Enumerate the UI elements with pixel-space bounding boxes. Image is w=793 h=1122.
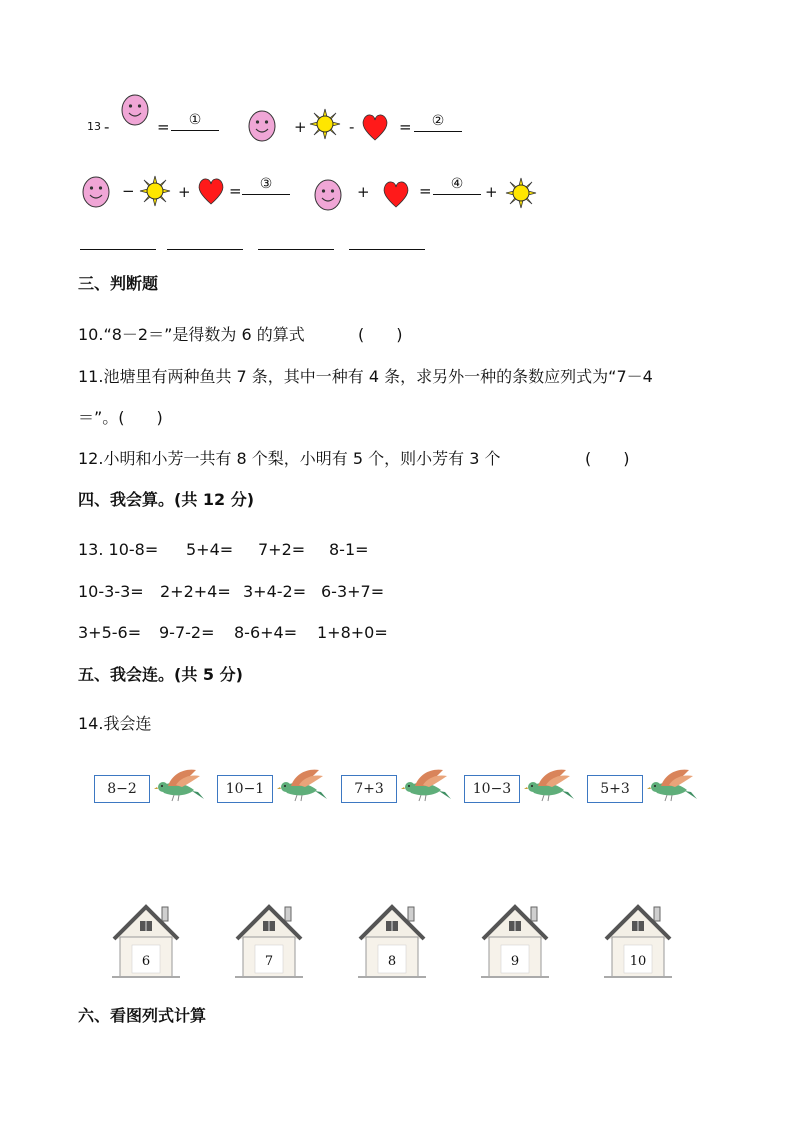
bird-icon <box>524 766 576 802</box>
heart-icon <box>382 179 412 209</box>
heart-icon <box>361 112 391 142</box>
bird-expression-box[interactable]: 5+3 <box>587 775 643 803</box>
blank-3[interactable]: ③ <box>242 176 290 195</box>
section-3-title: 三、判断题 <box>78 274 159 293</box>
question-14: 14.我会连 <box>78 714 152 733</box>
house-number: 10 <box>629 954 647 969</box>
bird-icon <box>647 766 699 802</box>
calc-item: 2+2+4= <box>160 582 231 601</box>
question-12-answer[interactable]: ( ) <box>585 449 630 468</box>
calc-item: 8-6+4= <box>234 623 298 642</box>
bird-expression-box[interactable]: 10−1 <box>217 775 273 803</box>
eq2-minus: - <box>349 118 355 136</box>
eq4-plus: + <box>357 183 370 201</box>
eq3-equals: = <box>229 182 242 200</box>
blank-2[interactable]: ② <box>414 113 462 132</box>
bird-expression-box[interactable]: 10−3 <box>464 775 520 803</box>
sun-icon <box>505 177 537 209</box>
eq3-plus: + <box>178 183 191 201</box>
smiley-face-icon <box>81 176 113 210</box>
answer-line-3[interactable] <box>258 248 334 250</box>
calc-item: 3+4-2= <box>243 582 307 601</box>
calc-item: 1+8+0= <box>317 623 388 642</box>
question-12: 12.小明和小芳一共有 8 个梨，小明有 5 个，则小芳有 3 个 <box>78 449 501 468</box>
section-6-title: 六、看图列式计算 <box>78 1006 207 1025</box>
eq1-equals: = <box>157 118 170 136</box>
eq4-equals: = <box>419 182 432 200</box>
eq2-equals: = <box>399 118 412 136</box>
smiley-face-icon <box>313 179 345 213</box>
smiley-face-icon <box>120 94 152 128</box>
answer-line-2[interactable] <box>167 248 243 250</box>
question-11-line-2: ＝”。( ) <box>78 408 163 427</box>
calc-item: 7+2= <box>258 540 306 559</box>
bird-expression-box[interactable]: 8−2 <box>94 775 150 803</box>
question-11-line-1: 11.池塘里有两种鱼共 7 条，其中一种有 4 条，求另外一种的条数应列式为“7－4 <box>78 367 653 386</box>
eq2-plus: + <box>294 118 307 136</box>
section-5-title: 五、我会连。(共 5 分) <box>78 665 243 684</box>
eq1-minus: - <box>104 118 110 136</box>
sun-icon <box>139 175 171 207</box>
calc-item: 6-3+7= <box>321 582 385 601</box>
calc-item: 9-7-2= <box>159 623 215 642</box>
blank-4[interactable]: ④ <box>433 176 481 195</box>
blank-1[interactable]: ① <box>171 112 219 131</box>
bird-icon <box>277 766 329 802</box>
question-10: 10.“8－2＝”是得数为 6 的算式 <box>78 325 305 344</box>
question-10-answer[interactable]: ( ) <box>358 325 403 344</box>
calc-item: 3+5-6= <box>78 623 142 642</box>
section-4-title: 四、我会算。(共 12 分) <box>78 490 255 509</box>
eq3-minus: − <box>122 182 135 200</box>
house-number: 6 <box>141 954 151 969</box>
house-number: 9 <box>510 954 520 969</box>
smiley-face-icon <box>247 110 279 144</box>
calc-item: 5+4= <box>186 540 234 559</box>
eq4-plus-2: + <box>485 183 498 201</box>
house-number: 8 <box>387 954 397 969</box>
answer-line-1[interactable] <box>80 248 156 250</box>
answer-line-4[interactable] <box>349 248 425 250</box>
eq1-prefix: 13 <box>87 120 101 133</box>
heart-icon <box>197 176 227 206</box>
house-number: 7 <box>264 954 274 969</box>
calc-item: 8-1= <box>329 540 369 559</box>
calc-item: 10-3-3= <box>78 582 144 601</box>
bird-icon <box>401 766 453 802</box>
bird-expression-box[interactable]: 7+3 <box>341 775 397 803</box>
bird-icon <box>154 766 206 802</box>
calc-item: 13. 10-8= <box>78 540 159 559</box>
sun-icon <box>309 108 341 140</box>
